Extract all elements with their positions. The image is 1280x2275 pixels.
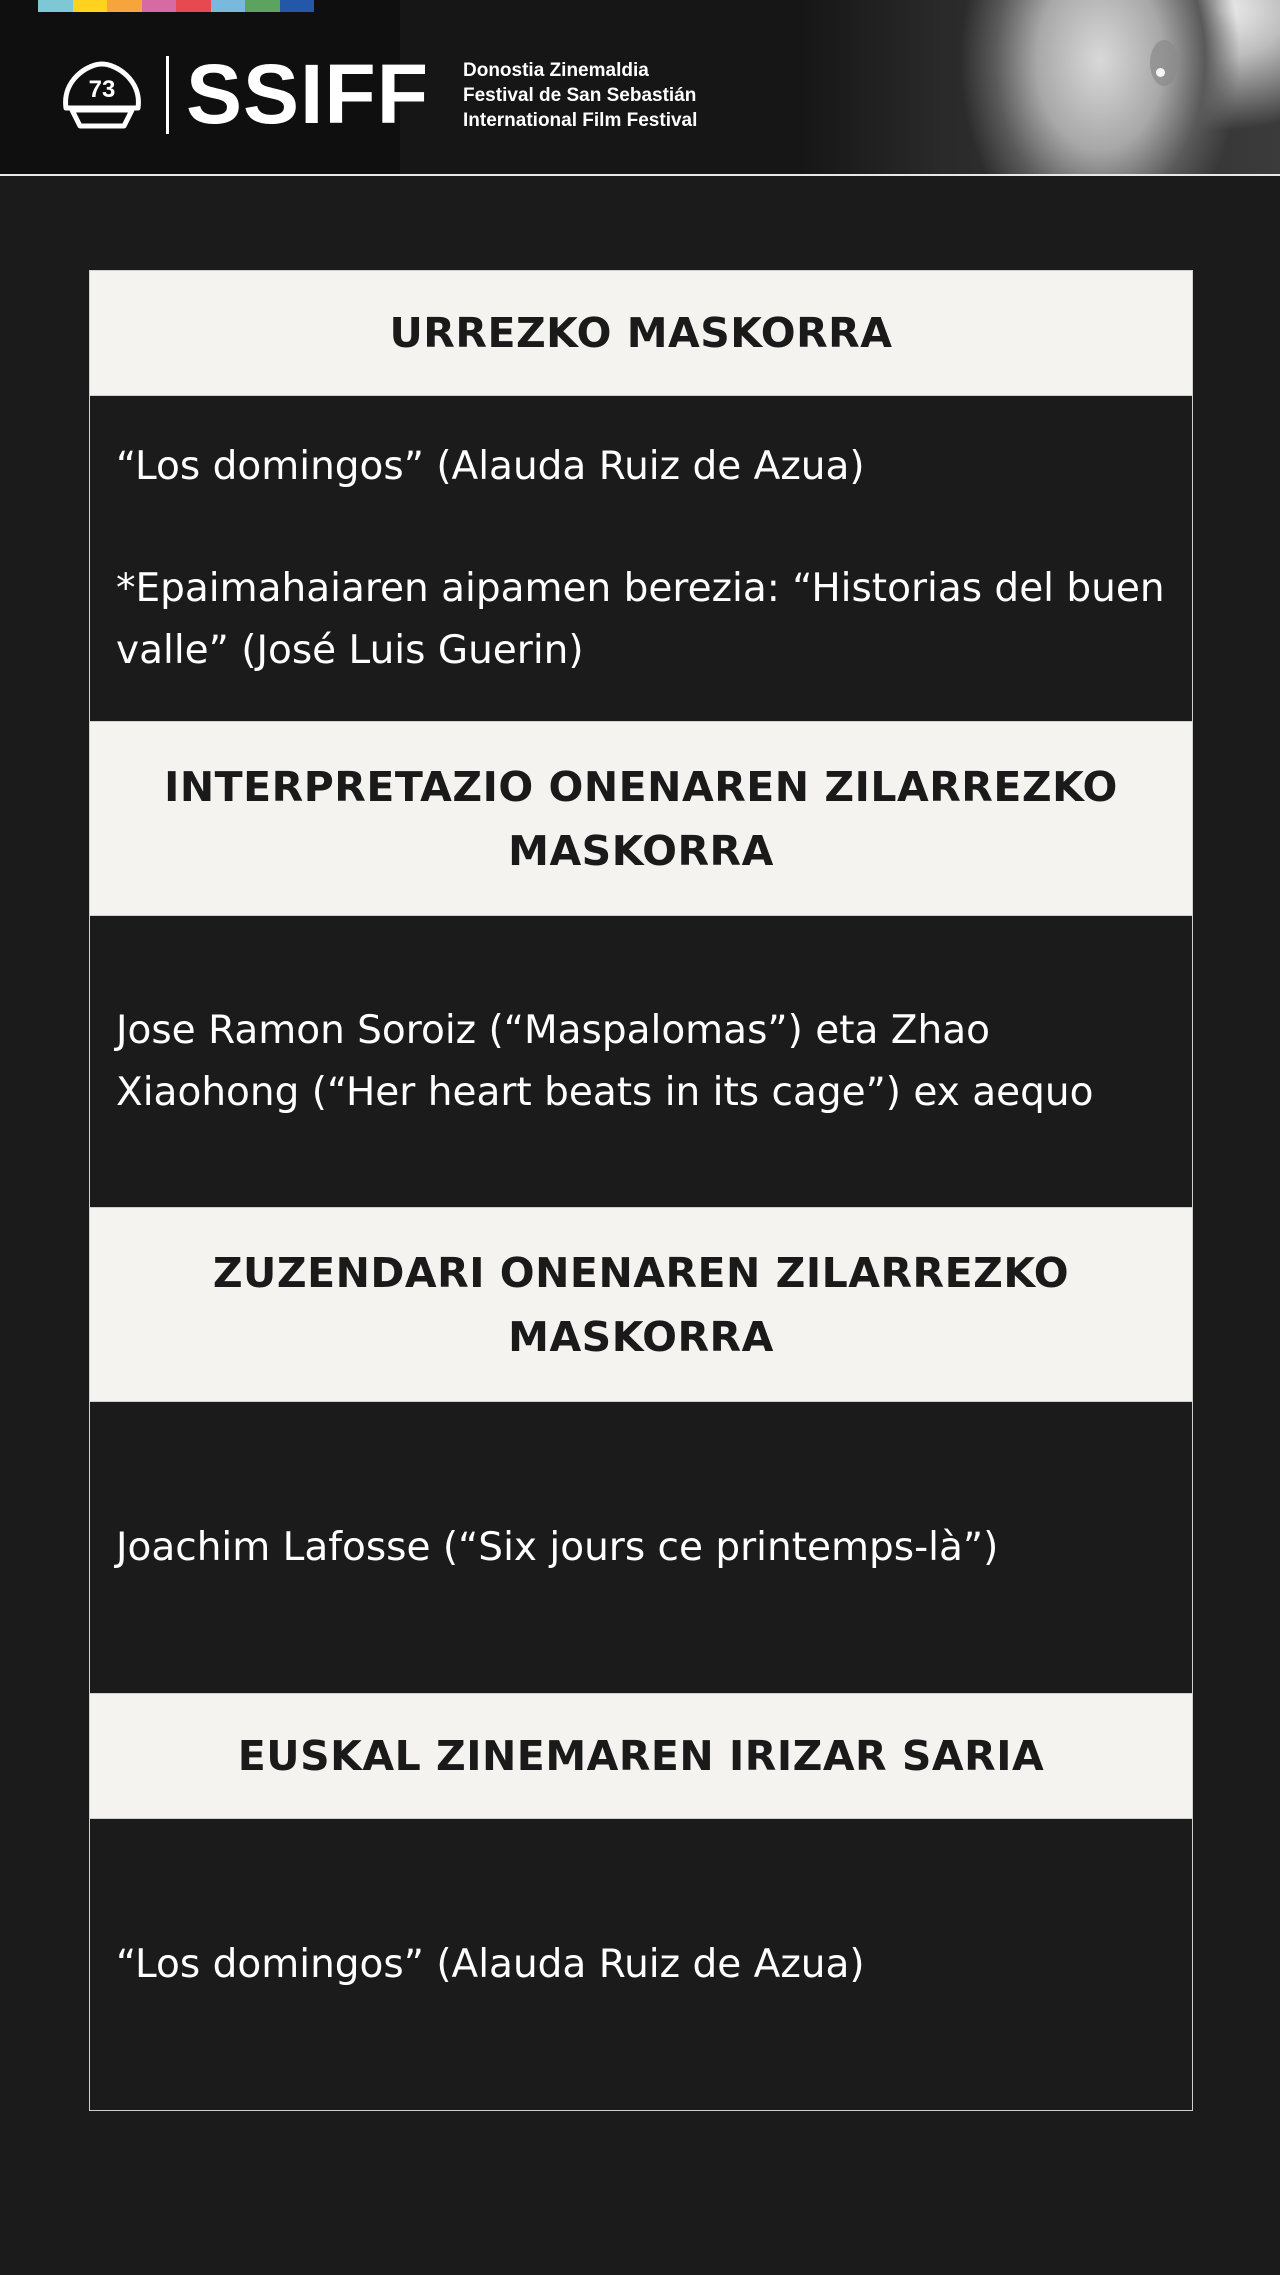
award-category-header: EUSKAL ZINEMAREN IRIZAR SARIA (90, 1694, 1192, 1819)
ssiff-wordmark: SSIFF (186, 47, 430, 141)
award-winner: Joachim Lafosse (“Six jours ce printemps-là”) (116, 1524, 999, 1570)
award-winners-cell (90, 1402, 1192, 1694)
color-swatch (245, 0, 280, 12)
banner-divider (0, 174, 1280, 176)
color-swatch (176, 0, 211, 12)
color-swatch (38, 0, 73, 12)
awards-table (89, 270, 1193, 2111)
award-winner: Jose Ramon Soroiz (“Maspalomas”) eta Zhao Xiaohong (“Her heart beats in its cage”) ex aequo (116, 1007, 1094, 1115)
shell-logo-icon (58, 60, 146, 132)
edition-number: 73 (88, 76, 116, 103)
portrait-ear (1150, 40, 1178, 86)
award-special-mention: *Epaimahaiaren aipamen berezia: “Historias del buen valle” (José Luis Guerin) (116, 565, 1165, 673)
award-winners-cell (90, 916, 1192, 1208)
tagline-line: Festival de San Sebastián (463, 85, 697, 106)
award-category-header: INTERPRETAZIO ONENAREN ZILARREZKO MASKORRA (90, 722, 1192, 916)
award-category-header: URREZKO MASKORRA (90, 271, 1192, 396)
color-swatch (280, 0, 315, 12)
brand-color-strip (38, 0, 314, 12)
tagline-line: Donostia Zinemaldia (463, 60, 649, 81)
color-swatch (73, 0, 108, 12)
award-winner: “Los domingos” (Alauda Ruiz de Azua) (116, 1941, 865, 1987)
award-category-header: ZUZENDARI ONENAREN ZILARREZKO MASKORRA (90, 1208, 1192, 1402)
festival-tagline (463, 58, 697, 133)
color-swatch (107, 0, 142, 12)
tagline-line: International Film Festival (463, 110, 698, 131)
color-swatch (142, 0, 177, 12)
logo-divider (166, 56, 169, 134)
award-winners-cell (90, 1819, 1192, 2110)
festival-banner (0, 0, 1280, 176)
award-winners-cell (90, 396, 1192, 722)
portrait-earring (1156, 68, 1165, 77)
award-winner: “Los domingos” (Alauda Ruiz de Azua) (116, 443, 865, 489)
banner-portrait-photo (800, 0, 1280, 176)
color-swatch (211, 0, 246, 12)
